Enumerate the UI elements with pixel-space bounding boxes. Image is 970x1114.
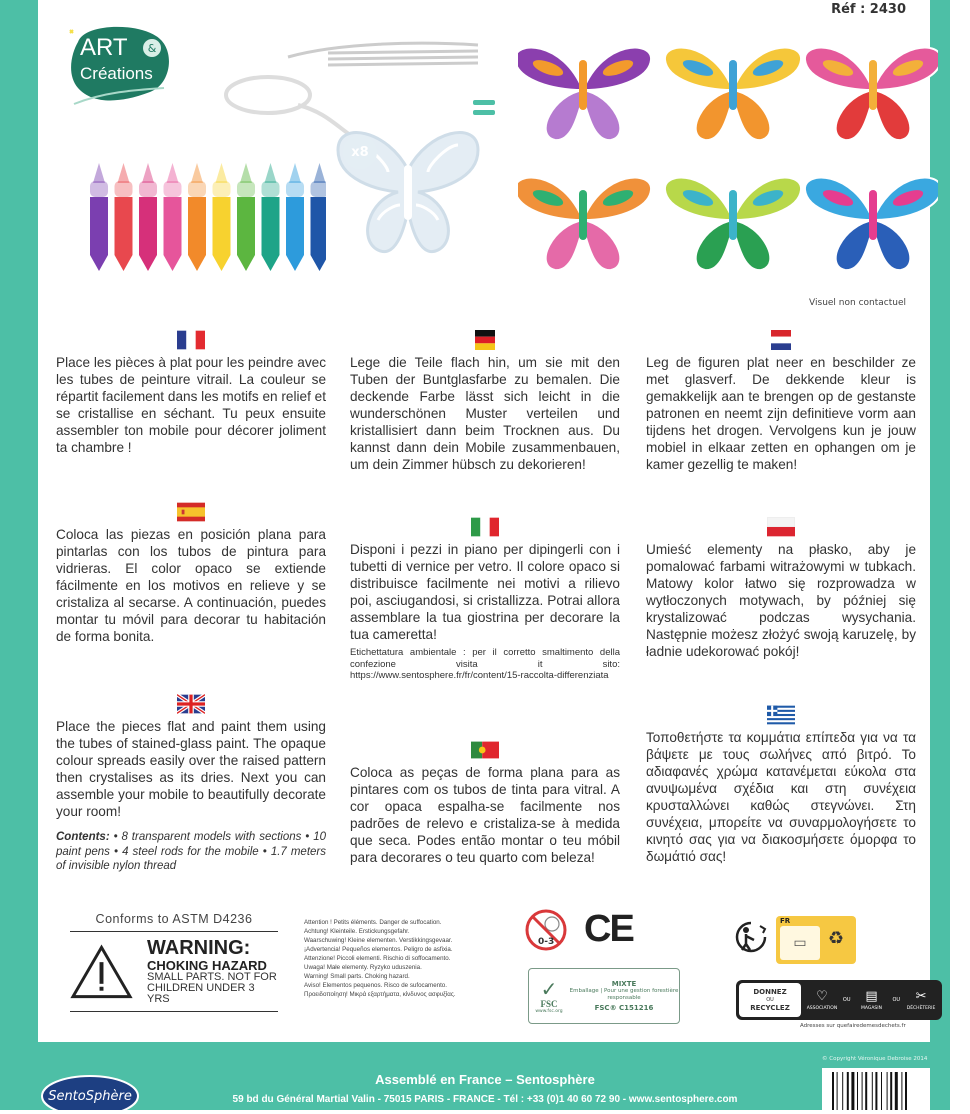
barcode-bar [847, 1072, 849, 1110]
donnez-recyclez-banner [736, 980, 942, 1020]
astm-warning [70, 912, 278, 1012]
instructions-fr [56, 330, 326, 456]
butterfly [805, 178, 938, 271]
contents-label: Contents: [56, 831, 110, 843]
equals-icon [473, 100, 495, 118]
warning-line: Waarschuwing! Kleine elementen. Verstikkingsgevaar. [304, 937, 453, 944]
waste-center-icon: ✂ [915, 988, 927, 1004]
barcode-bar [901, 1072, 902, 1110]
donnez-label: DONNEZ [753, 988, 787, 996]
fr-sorting-tag [776, 916, 856, 964]
warning-line2: CHILDREN UNDER 3 YRS [147, 982, 255, 1005]
warning-line: Attention ! Petits éléments. Danger de suffocation. [304, 919, 442, 926]
text-el: Τοποθετήστε τα κομμάτια επίπεδα για να τα βάψετε με τους σωλήνες από βιτρό. Το αδιαφανές χρώμα κατανέμεται εύκολα στα ανυψωμένα σχέδια και στη συνέχεια κρυσταλλώνει καθώς στεγνώνει. Στη συνέχεια, μπορείτε να συναρμολογήσετε το κινητό σας για να διακοσμήσετε όμορφα το δωμάτιό σας! [646, 730, 916, 864]
fsc-logo-text: FSC [540, 998, 558, 1009]
recyclez-label: RECYCLEZ [750, 1004, 790, 1012]
paint-pen [188, 163, 206, 271]
packaging-icon: ▭ [780, 926, 820, 960]
option-association: ASSOCIATION [806, 1005, 838, 1011]
barcode-bar [865, 1072, 867, 1110]
triman-icon [734, 920, 768, 954]
france-flag-icon [177, 330, 205, 350]
fsc-description: Emballage | Pour une gestion forestière responsable [569, 988, 679, 1001]
ou-separator-2: OU [892, 997, 901, 1003]
paint-pen [311, 163, 327, 271]
paint-pens-image [76, 155, 326, 275]
store-icon: ▤ [865, 988, 878, 1004]
instructions-it [350, 517, 620, 682]
reference-number: Réf : 2430 [831, 2, 906, 17]
recycling-addresses: Adresses sur quefairedemesdechets.fr [800, 1023, 906, 1029]
hand-heart-icon: ♡ [816, 988, 828, 1004]
fsc-mixte: MIXTE [611, 980, 637, 988]
warning-line: Achtung! Kleinteile. Erstickungsgefahr. [304, 928, 410, 935]
copyright: © Copyright Véronique Debroise 2014 [822, 1056, 928, 1062]
barcode-bar [862, 1072, 863, 1110]
butterfly [665, 178, 801, 271]
recycling-info [730, 910, 950, 1032]
paint-pen [286, 163, 304, 271]
certification-badges [524, 908, 694, 1023]
teal-border-left [0, 0, 38, 1110]
paint-pen [115, 163, 133, 271]
multilingual-warnings [304, 918, 509, 999]
ou-separator-1: OU [842, 997, 851, 1003]
transparent-butterfly-model [328, 110, 488, 270]
poland-flag-icon [767, 517, 795, 537]
ou-label: OU [766, 997, 774, 1003]
paint-pen [139, 163, 157, 271]
paint-pen [90, 163, 108, 271]
butterfly [805, 48, 938, 141]
warning-line: Warning! Small parts. Choking hazard. [304, 973, 410, 980]
barcode-bar [890, 1072, 892, 1110]
painted-butterflies-image [518, 25, 938, 295]
instructions-pt [350, 740, 620, 866]
sentosphere-logo-text: SentoSphère [48, 1089, 132, 1104]
footer-address: 59 bd du Général Martial Valin - 75015 PARIS - FRANCE - Tél : +33 (0)1 40 60 72 90 - www.sentosphere.com [232, 1094, 738, 1105]
barcode-bar [905, 1072, 907, 1110]
netherlands-flag-icon [767, 330, 795, 350]
warning-line: Aviso! Elementos pequenos. Risco de sufocamento. [304, 982, 447, 989]
warning-title: WARNING: [147, 937, 251, 959]
paint-pen [213, 163, 231, 271]
right-margin [950, 0, 970, 1110]
text-es: Coloca las piezas en posición plana para pintarlas con los tubos de pintura para vidrieras. El color opaco se extiende fácilmente en los motivos en relieve y se cristaliza al secarse. A continuación, puedes montar tu móvil para decorar tu habitación de forma bonita. [56, 527, 326, 644]
instructions-en [56, 694, 326, 874]
recycling-bin-icon: ♻ [828, 928, 845, 949]
warning-line1: SMALL PARTS. NOT FOR [147, 971, 277, 983]
warning-line: Uwaga! Małe elementy. Ryzyko uduszenia. [304, 964, 422, 971]
astm-conformity: Conforms to ASTM D4236 [70, 912, 278, 932]
germany-flag-icon [471, 330, 499, 350]
fsc-tree-icon: ✓ [540, 976, 558, 1001]
fr-label: FR [780, 917, 791, 925]
footer-title: Assemblé en France – Sentosphère [375, 1072, 595, 1087]
warning-line: Attenzione! Piccoli elementi. Rischio di soffocamento. [304, 955, 451, 962]
model-count-badge: x8 [343, 135, 377, 169]
logo-creations: Créations [80, 64, 153, 83]
instructions-de [350, 330, 620, 473]
paint-pen [262, 163, 280, 271]
instructions-es [56, 502, 326, 645]
fsc-label [528, 968, 680, 1024]
art-creations-logo [64, 22, 176, 106]
contents-list [56, 830, 326, 874]
warning-line: Προειδοποίηση! Μικρά εξαρτήματα, κίνδυνος ασφυξίας. [304, 991, 456, 998]
fsc-code: FSC® C151216 [594, 1004, 654, 1012]
butterfly [518, 178, 651, 271]
visuel-note: Visuel non contactuel [809, 298, 906, 308]
instructions-pl [646, 517, 916, 660]
barcode-bar [837, 1072, 838, 1110]
barcode-bar [875, 1072, 877, 1110]
packaging-panel [38, 0, 936, 1042]
text-fr: Place les pièces à plat pour les peindre avec les tubes de peinture vitrail. La couleur se répartit facilement dans les motifs en relief et se cristallise en séchant. Tu peux ensuite assembler ton mobile pour décorer joliment ta chambre ! [56, 355, 326, 455]
text-pt: Coloca as peças de forma plana para as pintares com os tubos de tinta para vitral. A cor opaca espalha-se facilmente nos padrões de relevo e cristaliza-se à medida que seca. Podes então montar o teu móbil para decorares o teu quarto com beleza! [350, 765, 620, 865]
paint-pen [237, 163, 255, 271]
option-decheterie: DÉCHÈTERIE [906, 1005, 936, 1011]
option-magasin: MAGASIN [860, 1005, 882, 1011]
ce-mark: CE [584, 908, 633, 950]
barcode-bar [895, 1072, 898, 1110]
barcode-bar [842, 1072, 843, 1110]
warning-triangle-icon [70, 944, 133, 1000]
text-nl: Leg de figuren plat neer en beschilder ze met glasverf. De dekkende kleur is gemakkelijk aan te brengen op de gestanste patronen en neemt zijn definitieve vorm aan tijdens het drogen. Vervolgens kun je jouw mobiel in elkaar zetten en ophangen om je kamer gezellig te maken! [646, 355, 916, 472]
contents-text: • 8 transparent models with sections • 10 paint pens • 4 steel rods for the mobile • 1.7 meters of invisible nylon thread [56, 831, 326, 872]
barcode-bar [872, 1072, 873, 1110]
environmental-label-it: Etichettatura ambientale : per il corretto smaltimento della confezione visita it sito: https://www.sentosphere.fr/fr/content/15-raccolta-differenziata [350, 647, 620, 681]
text-en: Place the pieces flat and paint them using the tubes of stained-glass paint. The opaque colour spreads easily over the raised pattern then crystalises as its dries. Next you can assemble your mobile to beautifully decorate your room! [56, 719, 326, 819]
text-de: Lege die Teile flach hin, um sie mit den Tuben der Buntglasfarbe zu bemalen. Die deckende Farbe lässt sich leicht in die wunderschönen Muster verteilen und kristallisiert dann beim Trocknen aus. Du kannst dann dein Mobile zusammenbauen, um dein Zimmer hübsch zu dekorieren! [350, 355, 620, 472]
text-it: Disponi i pezzi in piano per dipingerli con i tubetti di vernice per vetro. Il colore opaco si distribuisce facilmente nei motivi a rilievo poi, asciugandosi, si cristallizza. Potrai allora assemblare la tua giostrina per decorare la tua cameretta! [350, 542, 620, 642]
barcode-bar [857, 1072, 858, 1110]
butterfly [665, 48, 801, 141]
spain-flag-icon [177, 502, 205, 522]
instructions-el [646, 705, 916, 865]
fsc-url: www.fsc.org [535, 1008, 563, 1014]
choking-hazard: CHOKING HAZARD [147, 958, 267, 973]
logo-art: ART [80, 34, 128, 61]
not-for-under-3-icon [524, 908, 568, 952]
butterfly [518, 48, 651, 141]
barcode-bar [851, 1072, 854, 1110]
text-pl: Umieść elementy na płasko, aby je pomalować farbami witrażowymi w tubkach. Matowy kolor łatwo się rozprowadza w wytłoczonych motywach, by później się krystalizować podczas wysychania. Następnie możesz złożyć swoją karuzelę, by ładnie udekorować pokój! [646, 542, 916, 659]
barcode-bar [881, 1072, 882, 1110]
uk-flag-icon [177, 694, 205, 714]
barcode-bar [887, 1072, 888, 1110]
logo-ampersand: & [147, 42, 157, 55]
portugal-flag-icon [471, 740, 499, 760]
warning-line: ¡Advertencia! Pequeños elementos. Peligro de asfixia. [304, 946, 453, 953]
age-label: 0-3 [538, 937, 555, 947]
barcode [822, 1068, 930, 1110]
italy-flag-icon [471, 517, 499, 537]
greece-flag-icon [767, 705, 795, 725]
barcode-bar [832, 1072, 834, 1110]
paint-pen [164, 163, 182, 271]
instructions-nl [646, 330, 916, 473]
